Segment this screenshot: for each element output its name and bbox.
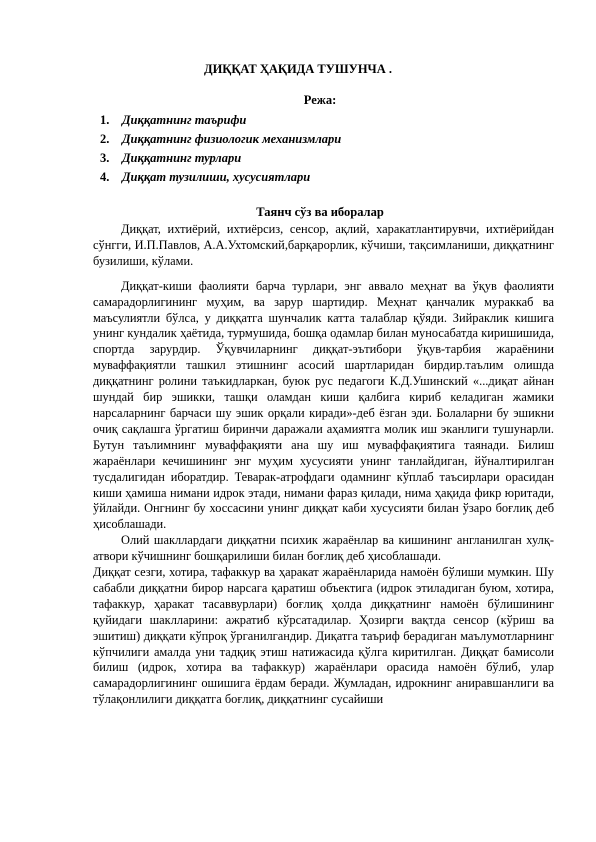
plan-list [100,111,341,187]
plan-item [100,149,341,168]
document-title: ДИҚҚАТ ҲАҚИДА ТУШУНЧА . [203,62,393,76]
plan-item [100,130,341,149]
keywords-paragraph: Диққат, ихтиёрий, ихтиёрсиз, сенсор, ақлий, харакатлантирувчи, ихтиёрийдан сўнгги, И.П.Павлов, А.А.Ухтомский,барқарорлик, кўчиши, тақсимланиши, диққатнинг бузилиши, кўлами. [93,222,554,268]
plan-item [100,168,341,187]
body-paragraph: Олий шакллардаги диққатни психик жараёнлар ва кишининг англанилган хулқ-атвори кўчишнинг бошқарилиши билан боғлиқ деб ҳисоблашади. [93,533,554,564]
body-paragraph: Диққат-киши фаолияти барча турлари, энг аввало меҳнат ва ўқув фаолияти самарадорлигининг муҳим, ва зарур шартидир. Меҳнат қанчалик мураккаб ва маъсулиятли бўлса, у диққатга шунчалик катта талаблар қўяди. Зийраклик кишига унинг кундалик ҳаётида, турмушида, бошқа одамлар билан муносабатда киришишида, спортда зарурдир. Ўқувчиларнинг диққат-эътибори ўқув-тарбия жараёнини муваффақиятли ташкил этишнинг асосий шартларидан бирдир.таълим олишда диққатнинг ролини таъкидларкан, буюк рус педагоги К.Д.Ушинский «...диқат айнан шундай бир эшикки, ташқи оламдан киши қалбига кириб келадиган жамики нарсаларнинг барчаси шу эшик орқали киради»-деб ёзган эди. Болаларни бу эшикни очиқ сақлашга ўргатиш биринчи даражали аҳамиятга молик иш эканлиги тушунарли. Бутун таълимнинг муваффақияти ана шу иш муваффақиятига таянади. Билиш жараёнлари кечишининг энг муҳим хусусияти унинг танлайдиган, йўналтирилган тусдалигидан иборатдир. Теварак-атрофдаги одамнинг кўплаб таъсирлари орасидан киши ҳамиша нимани идрок этади, нимани фараз қилади, нима ҳақида фикр юритади, ўйлайди. Онгнинг бу хоссасини унинг диққат каби хусусияти билан ўзаро боғлиқ деб ҳисоблашади. [93,278,554,532]
plan-item-number: 3. [100,151,110,165]
plan-item-number: 2. [100,132,110,146]
plan-item-text: Диққатнинг таърифи [122,113,247,127]
plan-item-number: 1. [100,113,110,127]
plan-item-number: 4. [100,170,110,184]
plan-item-text: Диққатнинг физиологик механизмлари [122,132,342,146]
document-body [93,222,554,708]
plan-item-text: Диққат тузилиши, хусусиятлари [122,170,311,184]
plan-heading: Режа: [303,93,337,107]
keywords-heading: Таянч сўз ва иборалар [256,205,384,219]
plan-item [100,111,341,130]
body-paragraph: Диққат сезги, хотира, тафаккур ва ҳаракат жараёнларида намоён бўлиши мумкин. Шу сабабли диққатни бирор нарсага қаратиш объектига (идрок этиладиган буюм, хотира, тафаккур, ҳаракат тасаввурлари) боғлиқ ҳолда диққатнинг намоён бўлишининг қуйидаги шаклларини: ажратиб кўрсатадилар. Ҳозирги вақтда сенсор (кўриш ва эшитиш) диққати кўпроқ ўрганилгандир. Диқатга таъриф берадиган маълумотларнинг кўпчилиги амалда уни тадқиқ этиш натижасида қўлга киритилган. Диққат бамисоли билиш (идрок, хотира ва тафаккур) жараёнлари орасида намоён бўлиб, улар самарадорлигининг ошишига ёрдам беради. Жумладан, идрокнинг аниравшанлиги ва тўлақонлилиги диққатга боғлиқ, диққатнинг сусайиши [93,565,554,707]
plan-item-text: Диққатнинг турлари [122,151,242,165]
